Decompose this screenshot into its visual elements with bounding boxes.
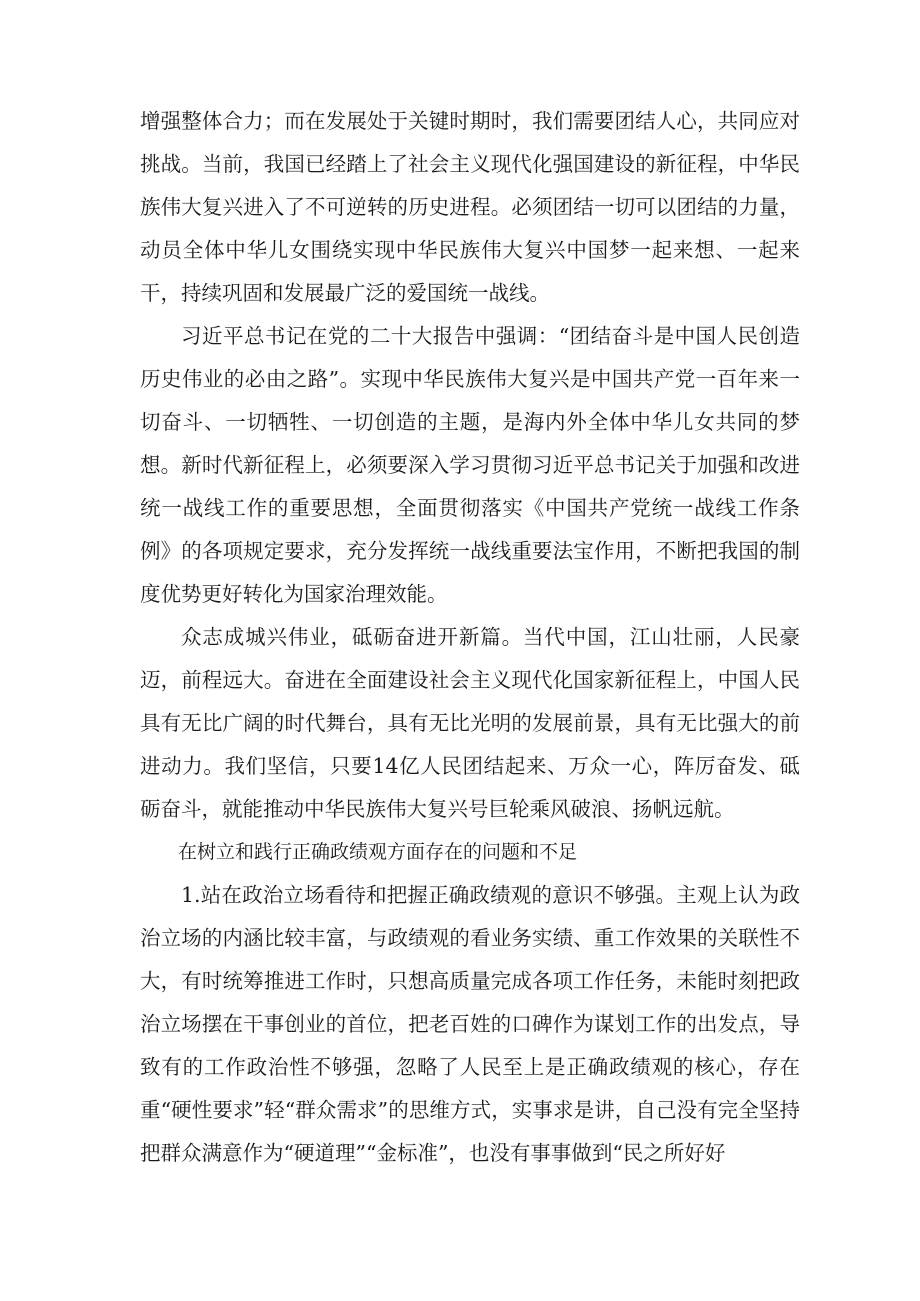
numbered-item-1: 1.站在政治立场看待和把握正确政绩观的意识不够强。主观上认为政治立场的内涵比较丰富，与政绩观的看业务实绩、重工作效果的关联性不大，有时统筹推进工作时，只想高质量完成各项工作任务，未能时刻把政治立场摆在干事创业的首位，把老百姓的口碑作为谋划工作的出发点，导致有的工作政治性不够强，忽略了人民至上是正确政绩观的核心，存在重“硬性要求”轻“群众需求”的思维方式，实事求是讲，自己没有完全坚持把群众满意作为“硬道理”“金标准”，也没有事事做到“民之所好好 xyxy=(140,883,800,1165)
paragraph-new-chapter: 众志成城兴伟业，砥砺奋进开新篇。当代中国，江山壮丽，人民豪迈，前程远大。奋进在全面建设社会主义现代化国家新征程上，中国人民具有无比广阔的时代舞台，具有无比光明的发展前景，具有无比强大的前进动力。我们坚信，只要14亿人民团结起来、万众一心，阵厉奋发、砥砺奋斗，就能推动中华民族伟大复兴号巨轮乘风破浪、扬帆远航。 xyxy=(140,625,800,821)
paragraph-unity-struggle: 习近平总书记在党的二十大报告中强调：“团结奋斗是中国人民创造历史伟业的必由之路”。实现中华民族伟大复兴是中国共产党一百年来一切奋斗、一切牺牲、一切创造的主题，是海内外全体中华儿女共同的梦想。新时代新征程上，必须要深入学习贯彻习近平总书记关于加强和改进统一战线工作的重要思想，全面贯彻落实《中国共产党统一战线工作条例》的各项规定要求，充分发挥统一战线重要法宝作用，不断把我国的制度优势更好转化为国家治理效能。 xyxy=(140,324,800,606)
section-heading: 在树立和践行正确政绩观方面存在的问题和不足 xyxy=(178,841,578,863)
document-body xyxy=(140,100,800,1175)
paragraph-continuation: 增强整体合力；而在发展处于关键时期时，我们需要团结人心，共同应对挑战。当前，我国已经踏上了社会主义现代化强国建设的新征程，中华民族伟大复兴进入了不可逆转的历史进程。必须团结一切可以团结的力量，动员全体中华儿女围绕实现中华民族伟大复兴中国梦一起来想、一起来干，持续巩固和发展最广泛的爱国统一战线。 xyxy=(140,109,800,305)
